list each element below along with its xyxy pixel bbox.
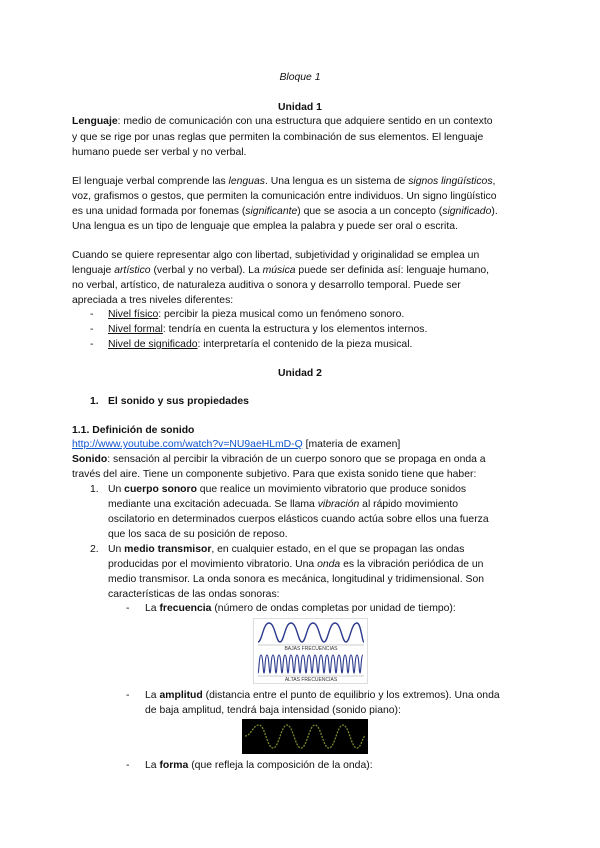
medio-transmisor-line-1: Un medio transmisor, en cualquier estado, en el que se propagan las ondas (108, 544, 465, 555)
list-dash: - (126, 603, 130, 614)
high-frequency-label: ALTAS FRECUENCIAS (284, 677, 338, 683)
oscilloscope-background (242, 719, 368, 754)
low-frequency-label: BAJAS FRECUENCIAS (284, 646, 338, 652)
nivel-item-formal: Nivel formal: tendría en cuenta la estructura y los elementos internos. (108, 324, 428, 335)
lenguaje-paragraph-line-2: y que se rige por unas reglas que permiten la combinación de sus elementos. El lenguaje (72, 132, 484, 143)
lenguaje-term: Lenguaje (72, 116, 118, 127)
sonido-term: Sonido (72, 454, 108, 465)
list-dash: - (126, 760, 130, 771)
verbal-paragraph-line-4: Una lengua es un tipo de lenguaje que emplea la palabra y puede ser oral o escrita. (72, 221, 458, 232)
sonido-definition-line-1: Sonido: sensación al percibir la vibración de un cuerpo sonoro que se propaga en onda a (72, 454, 486, 465)
item-number: 2. (90, 544, 99, 555)
frequency-waves-figure (253, 618, 368, 684)
section-title: El sonido y sus propiedades (108, 396, 249, 407)
verbal-paragraph-line-1: El lenguaje verbal comprende las lenguas. Una lengua es un sistema de signos lingüísticos, (72, 176, 496, 187)
forma-item: La forma (que refleja la composición de la onda): (145, 760, 373, 771)
cuerpo-sonoro-line-2: mediante una excitación adecuada. Se llama vibración al rápido movimiento (108, 499, 459, 510)
medio-transmisor-line-4: características de las ondas sonoras: (108, 589, 280, 600)
cuerpo-sonoro-line-4: que los saca de su posición de reposo. (108, 529, 288, 540)
nivel-item-fisico: Nivel físico: percibir la pieza musical como un fenómeno sonoro. (108, 309, 405, 320)
list-dash: - (126, 690, 130, 701)
artistic-paragraph-line-3: no verbal, artístico, de naturaleza auditiva o sonora y desarrollo temporal. Puede ser (72, 280, 461, 291)
artistic-paragraph-line-4: apreciada a tres niveles diferentes: (72, 295, 234, 306)
nivel-item-significado: Nivel de significado: interpretaría el contenido de la pieza musical. (108, 339, 413, 350)
video-link[interactable]: http://www.youtube.com/watch?v=NU9aeHLmD-Q (72, 439, 303, 450)
verbal-paragraph-line-3: es una unidad formada por fonemas (significante) que se asocia a un concepto (significado). (72, 206, 498, 217)
block-heading: Bloque 1 (279, 72, 321, 83)
sonido-definition-line-2: través del aire. Tiene un componente subjetivo. Para que exista sonido tiene que haber: (72, 469, 477, 480)
unit-1-title: Unidad 1 (278, 102, 322, 113)
list-dash: - (90, 324, 94, 335)
medio-transmisor-line-2: producidas por el movimiento vibratorio. Una onda es la vibración periódica de un (108, 559, 484, 570)
lenguaje-paragraph-line-1: Lenguaje: medio de comunicación con una estructura que adquiere sentido en un contexto (72, 116, 493, 127)
lenguaje-paragraph-line-3: humano puede ser verbal y no verbal. (72, 147, 247, 158)
verbal-paragraph-line-2: voz, grafismos o gestos, que permiten la comunicación entre individuos. Un signo lingüístico (72, 191, 497, 202)
medio-transmisor-line-3: medio transmisor. La onda sonora es mecánica, longitudinal y tridimensional. Son (108, 574, 485, 585)
unit-2-title: Unidad 2 (278, 368, 322, 379)
cuerpo-sonoro-line-3: oscilatorio en determinados cuerpos elásticos cuando actúa sobre ellos una fuerza (108, 514, 489, 525)
cuerpo-sonoro-line-1: Un cuerpo sonoro que realice un movimiento vibratorio que produce sonidos (108, 484, 467, 495)
frecuencia-item: La frecuencia (número de ondas completas por unidad de tiempo): (145, 603, 456, 614)
artistic-paragraph-line-2: lenguaje artístico (verbal y no verbal). La música puede ser definida así: lenguaje humano, (72, 265, 490, 276)
list-dash: - (90, 309, 94, 320)
section-number: 1. (90, 396, 99, 407)
subsection-title: 1.1. Definición de sonido (72, 425, 195, 436)
item-number: 1. (90, 484, 99, 495)
amplitude-wave-figure (242, 719, 368, 754)
amplitud-item-line-1: La amplitud (distancia entre el punto de equilibrio y los extremos). Una onda (145, 690, 500, 701)
artistic-paragraph-line-1: Cuando se quiere representar algo con libertad, subjetividad y originalidad se emplea un (72, 250, 480, 261)
video-link-line: http://www.youtube.com/watch?v=NU9aeHLmD-Q [materia de examen] (72, 439, 401, 450)
list-dash: - (90, 339, 94, 350)
amplitud-item-line-2: de baja amplitud, tendrá baja intensidad (sonido piano): (145, 705, 401, 716)
